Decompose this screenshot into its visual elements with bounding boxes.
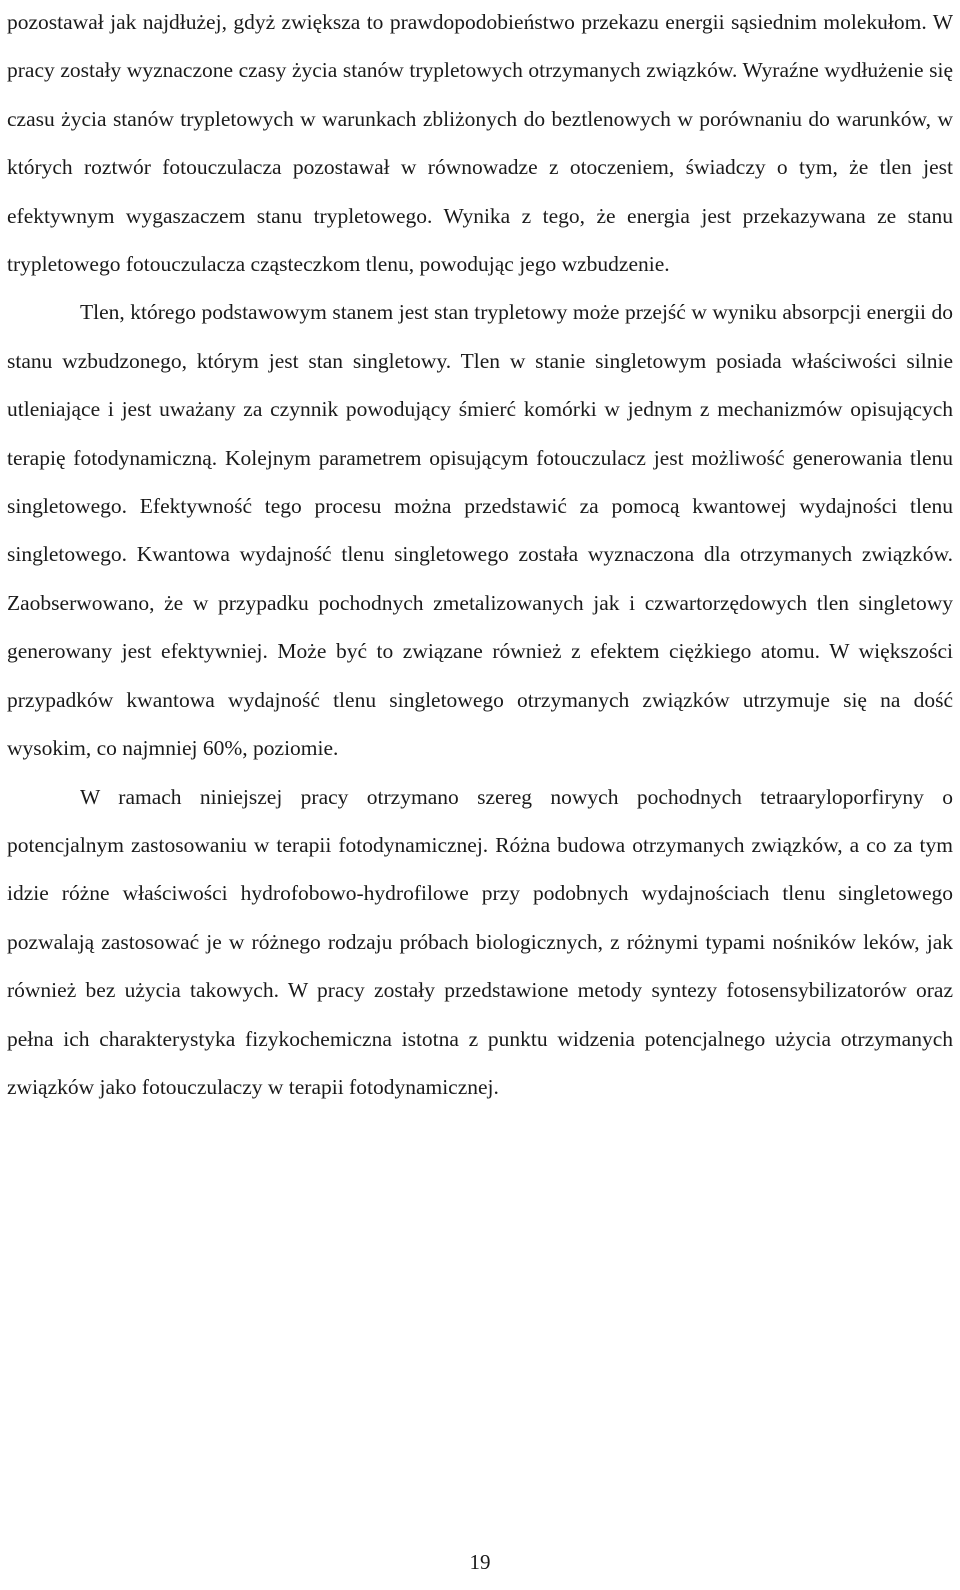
body-paragraph-3: W ramach niniejszej pracy otrzymano szereg nowych pochodnych tetraaryloporfiryny o potencjalnym zastosowaniu w terapii fotodynamicznej. Różna budowa otrzymanych związków, a co za tym idzie różne właściwości hydrofobowo-hydrofilowe przy podobnych wydajnościach tlenu singletowego pozwalają zastosować je w różnego rodzaju próbach biologicznych, z różnymi typami nośników leków, jak również bez użycia takowych. W pracy zostały przedstawione metody syntezy fotosensybilizatorów oraz pełna ich charakterystyka fizykochemiczna istotna z punktu widzenia potencjalnego użycia otrzymanych związków jako fotouczulaczy w terapii fotodynamicznej.	[7, 784, 953, 1099]
page-number: 19	[469, 1550, 491, 1574]
body-paragraph-2: Tlen, którego podstawowym stanem jest stan trypletowy może przejść w wyniku absorpcji energii do stanu wzbudzonego, którym jest stan singletowy. Tlen w stanie singletowym posiada właściwości silnie utleniające i jest uważany za czynnik powodujący śmierć komórki w jednym z mechanizmów opisujących terapię fotodynamiczną. Kolejnym parametrem opisującym fotouczulacz jest możliwość generowania tlenu singletowego. Efektywność tego procesu można przedstawić za pomocą kwantowej wydajności tlenu singletowego. Kwantowa wydajność tlenu singletowego została wyznaczona dla otrzymanych związków. Zaobserwowano, że w przypadku pochodnych zmetalizowanych jak i czwartorzędowych tlen singletowy generowany jest efektywniej. Może być to związane również z efektem ciężkiego atomu. W większości przypadków kwantowa wydajność tlenu singletowego otrzymanych związków utrzymuje się na dość wysokim, co najmniej 60%, poziomie.	[7, 300, 953, 761]
body-paragraph-1: pozostawał jak najdłużej, gdyż zwiększa to prawdopodobieństwo przekazu energii sąsiednim molekułom. W pracy zostały wyznaczone czasy życia stanów trypletowych otrzymanych związków. Wyraźne wydłużenie się czasu życia stanów trypletowych w warunkach zbliżonych do beztlenowych w porównaniu do warunków, w których roztwór fotouczulacza pozostawał w równowadze z otoczeniem, świadczy o tym, że tlen jest efektywnym wygaszaczem stanu trypletowego. Wynika z tego, że energia jest przekazywana ze stanu trypletowego fotouczulacza cząsteczkom tlenu, powodując jego wzbudzenie.	[7, 10, 953, 277]
document-page	[7, 0, 953, 1111]
